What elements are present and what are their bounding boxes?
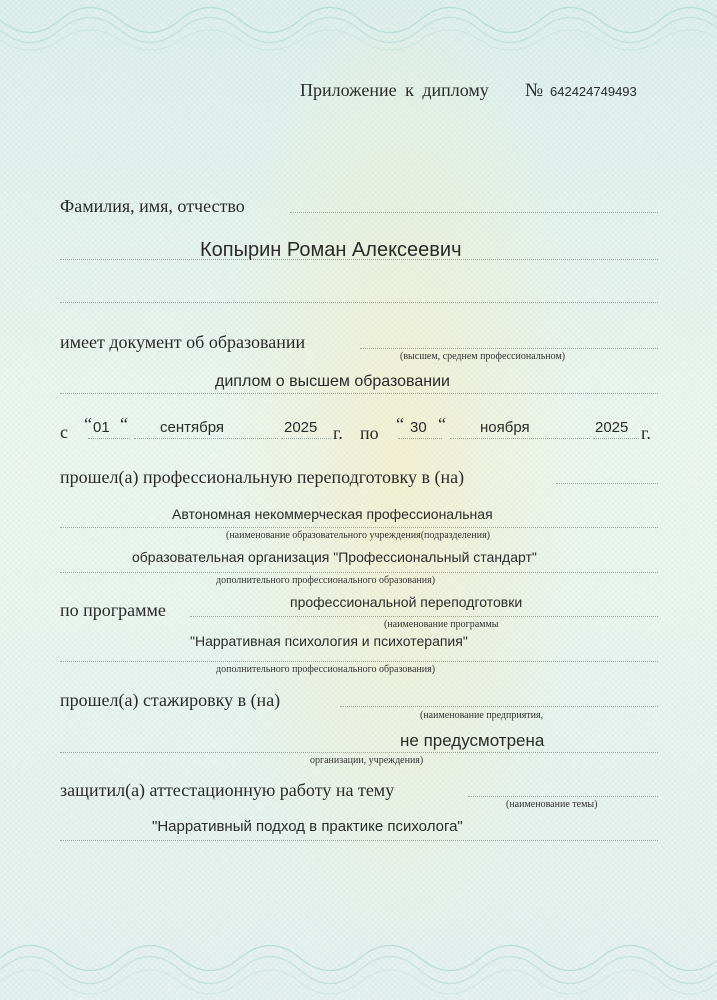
security-pattern-bottom	[0, 928, 717, 1000]
period-to-year-line	[593, 438, 639, 439]
period-from-day: 01	[93, 419, 110, 436]
retraining-line	[556, 483, 658, 484]
program-caption2: дополнительного профессионального образования)	[216, 664, 436, 675]
period-from-quote-open: “	[84, 414, 92, 434]
period-to-month-line	[450, 438, 590, 439]
period-to-year: 2025	[595, 419, 629, 436]
education-caption: (высшем, среднем профессиональном)	[400, 351, 566, 362]
internship-caption1: (наименование предприятия,	[420, 710, 544, 721]
period-to-day: 30	[410, 419, 427, 436]
period-to-year-suffix: г.	[641, 423, 651, 443]
retraining-org-line1-rule	[60, 527, 658, 528]
thesis-value: "Нарративный подход в практике психолога"	[152, 818, 463, 835]
period-to-quote-open: “	[396, 414, 404, 434]
program-value1: профессиональной переподготовки	[290, 594, 523, 610]
full-name-line-3	[60, 302, 658, 303]
period-from-label: с	[60, 422, 68, 442]
education-label: имеет документ об образовании	[60, 332, 306, 352]
full-name-line	[290, 212, 658, 213]
period-from-month: сентября	[160, 419, 225, 436]
retraining-org-line1: Автономная некоммерческая профессиональная	[172, 506, 493, 522]
diploma-number: 642424749493	[550, 84, 637, 99]
period-from-quote-close: “	[120, 414, 128, 434]
internship-label: прошел(а) стажировку в (на)	[60, 690, 281, 710]
document-title: Приложение к диплому	[300, 80, 489, 100]
full-name-line-2	[60, 259, 658, 260]
thesis-label: защитил(а) аттестационную работу на тему	[60, 780, 395, 800]
program-label: по программе	[60, 600, 166, 620]
security-pattern-top	[0, 0, 717, 70]
internship-caption2: организации, учреждения)	[310, 755, 424, 766]
full-name-label: Фамилия, имя, отчество	[60, 196, 245, 216]
period-to-label: по	[360, 423, 379, 443]
retraining-org-line2: образовательная организация "Профессиональный стандарт"	[132, 549, 537, 565]
internship-line2	[60, 752, 658, 753]
full-name-value: Копырин Роман Алексеевич	[200, 239, 462, 261]
retraining-org-caption1: (наименование образовательного учреждения(подразделения)	[226, 530, 490, 541]
program-caption1: (наименование программы	[384, 619, 499, 630]
education-line	[360, 348, 658, 349]
retraining-org-line2-rule	[60, 572, 658, 573]
thesis-line1	[468, 796, 658, 797]
internship-value: не предусмотрена	[400, 731, 545, 750]
period-from-year-suffix: г.	[333, 423, 343, 443]
education-value: диплом о высшем образовании	[215, 373, 450, 390]
period-from-month-line	[134, 438, 278, 439]
retraining-org-caption2: дополнительного профессионального образования)	[216, 575, 436, 586]
program-line1	[190, 616, 658, 617]
period-from-day-line	[88, 438, 130, 439]
education-value-line	[60, 393, 658, 394]
period-to-day-line	[398, 438, 442, 439]
period-to-quote-close: “	[438, 414, 446, 434]
program-value2: "Нарративная психология и психотерапия"	[190, 633, 468, 649]
period-to-month: ноября	[480, 419, 530, 436]
thesis-caption: (наименование темы)	[506, 799, 598, 810]
period-from-year-line	[281, 438, 331, 439]
program-line2	[60, 661, 658, 662]
internship-line1	[340, 706, 658, 707]
period-from-year: 2025	[284, 419, 318, 436]
thesis-line2	[60, 840, 658, 841]
retraining-label: прошел(а) профессиональную переподготовку в (на)	[60, 467, 465, 487]
number-sign: №	[525, 80, 544, 101]
